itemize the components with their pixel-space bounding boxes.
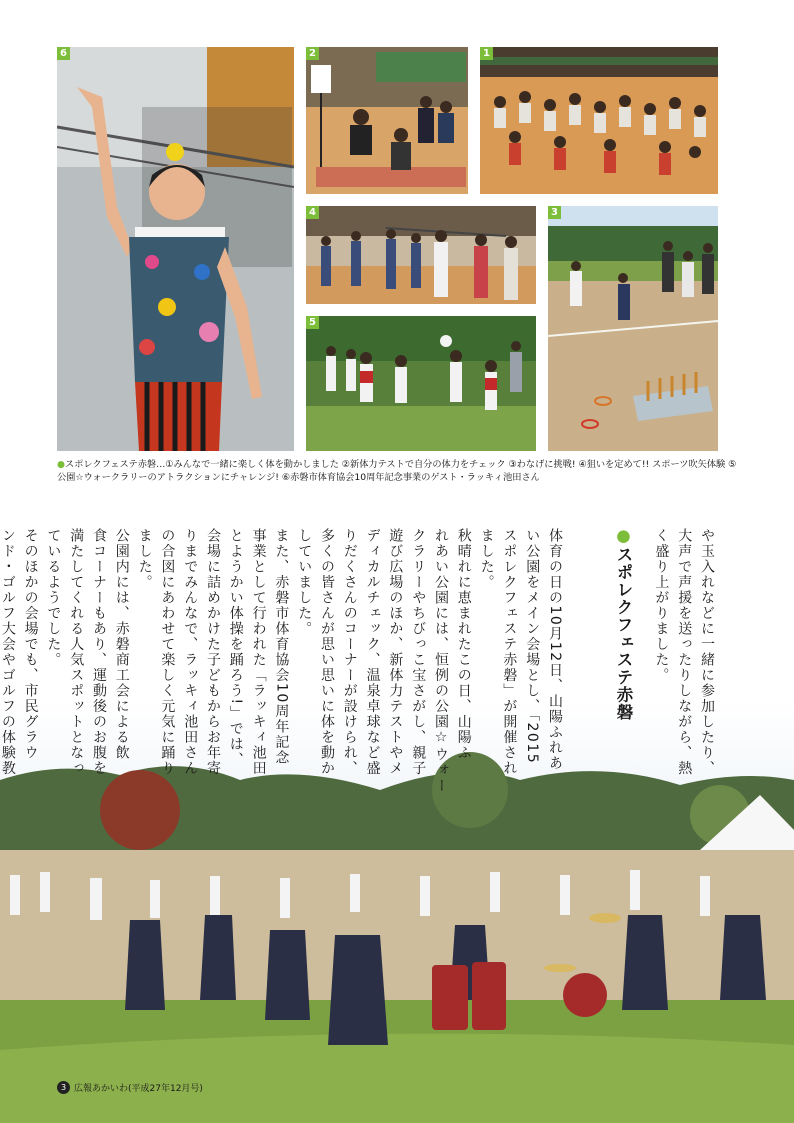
caption-bullet-icon: ●: [57, 459, 66, 470]
photo-number-3: 3: [548, 206, 561, 219]
photo-number-6: 6: [57, 47, 70, 60]
article-column: 多くの皆さんが思い思いに体を動か: [319, 528, 335, 776]
photo-number-4: 4: [306, 206, 319, 219]
article-column: とようかい体操を踊ろう!」では、: [227, 528, 244, 768]
photo-5-image: [306, 316, 536, 451]
photo-1-group-exercise: [480, 47, 718, 194]
article-column: ているようでした。: [45, 528, 62, 668]
article-column: スポレクフェステ赤磐」が開催され: [501, 528, 518, 776]
article-column: 公園内には、赤磐商工会による飲: [113, 528, 130, 761]
article-column: く盛り上がりました。: [653, 528, 670, 683]
article-column: 秋晴れに恵まれたこの日、山陽ふ: [455, 528, 472, 761]
photo-number-1: 1: [480, 47, 493, 60]
article-column: クラリーやちびっこ宝さがし、親子: [410, 528, 427, 776]
article-heading: ●スポレクフェステ赤磐: [614, 526, 633, 721]
photo-number-5: 5: [306, 316, 319, 329]
photo-3-image: [548, 206, 718, 451]
article-column: 遊び広場のほか、新体力テストやメ: [387, 528, 404, 776]
photo-4-image: [306, 206, 536, 304]
publication-name: 広報あかいわ(平成27年12月号): [74, 1084, 203, 1094]
photo-2-fitness-test: [306, 47, 468, 194]
article-column: また、赤磐市体育協会10周年記念: [273, 528, 290, 766]
article-column: 体育の日の10月12日、山陽ふれあ: [547, 528, 563, 772]
article-column: していました。: [296, 528, 313, 637]
article-column: 大声で声援を送ったりしながら、熱: [676, 528, 693, 776]
page-number: 3: [57, 1081, 70, 1094]
article-column: れあい公園には、恒例の公園☆ウォー: [433, 528, 449, 794]
photo-6-guest: [57, 47, 294, 451]
article-column: や玉入れなどに一緒に参加したり、: [699, 528, 715, 776]
photo-5-walk-rally: [306, 316, 536, 451]
article-column: 事業として行われた「ラッキィ池田: [250, 528, 267, 776]
article-column: そのほかの会場でも、市民グラウ: [22, 528, 39, 761]
photo-number-2: 2: [306, 47, 319, 60]
article-column: 食コーナーもあり、運動後のお腹を: [91, 528, 107, 776]
article-column: い公園をメイン会場とし、「2015: [524, 528, 541, 765]
article-column: ンド・ゴルフ大会やゴルフの体験教: [0, 528, 16, 776]
article-column: ました。: [478, 528, 495, 590]
photo-6-image: [57, 47, 294, 451]
article-column: りだくさんのコーナーが設けられ、: [341, 528, 358, 776]
photo-1-image: [480, 47, 718, 194]
article-column: ました。: [136, 528, 153, 590]
photo-3-ring-toss: [548, 206, 718, 451]
article-column: 満たしてくれる人気スポットとなっ: [68, 528, 85, 776]
photo-2-image: [306, 47, 468, 194]
page-footer: [57, 1081, 203, 1094]
photo-caption: [57, 458, 737, 484]
caption-text: スポレクフェステ赤磐…①みんなで一緒に楽しく体を動かしました ②新体力テストで自分の体力をチェック ③わなげに挑戦! ④狙いを定めて!! スポーツ吹矢体験 ⑤公園☆ウォークラリーのアトラクションにチャレンジ! ⑥赤磐市体育協会10周年記念事業のゲスト・ラッキィ池田さん: [57, 459, 737, 483]
photo-4-blowgun: [306, 206, 536, 304]
article-column: りまでみんなで、ラッキィ池田さん: [182, 528, 199, 776]
article-column: ディカルチェック、温泉卓球など盛: [364, 528, 381, 776]
article-column: 会場に詰めかけた子どもからお年寄: [205, 528, 221, 776]
heading-bullet-icon: ●: [614, 526, 633, 546]
article-column: の合図にあわせて楽しく元気に踊り: [159, 528, 176, 776]
